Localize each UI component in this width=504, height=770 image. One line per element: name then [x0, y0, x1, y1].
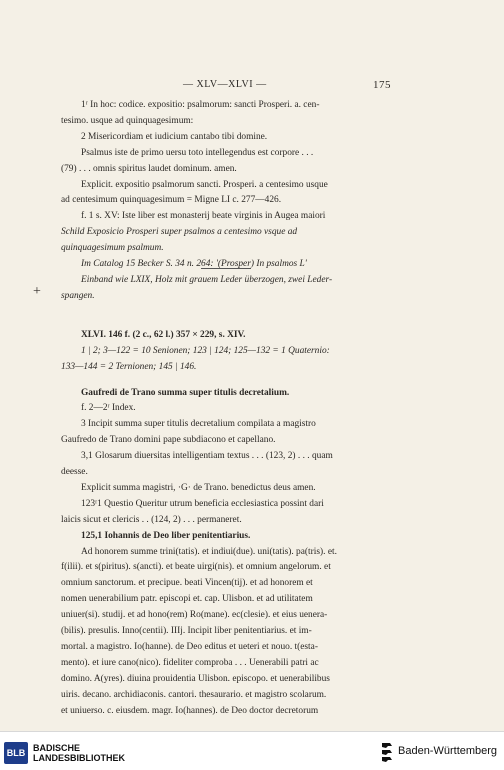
text-line: Im Catalog 15 Becker S. 34 n. 264: '(Prosper) In psalmos L': [81, 259, 307, 270]
text-line: f(ilii). et s(piritus). s(ancti). et beate uirgi(nis). et omnium angelorum. et: [61, 562, 331, 573]
entry-heading: XLVI. 146 f. (2 c., 62 l.) 357 × 229, s. XIV.: [81, 329, 246, 340]
footer-bar: [0, 731, 504, 770]
text-line: Schild Exposicio Prosperi super psalmos a centesimo vsque ad: [61, 227, 298, 238]
work-title: Gaufredi de Trano summa super titulis decretalium.: [81, 387, 290, 398]
text-line: 1ʳ In hoc: codice. expositio: psalmorum: sancti Prosperi. a. cen-: [81, 100, 320, 110]
text-line: Ad honorem summe trini(tatis). et indiui(due). uni(tatis). pa(tris). et.: [81, 546, 337, 557]
text-line: mento). et iure cano(nico). fideliter comproba . . . Uenerabili patri ac: [61, 657, 319, 668]
page-header: [0, 79, 504, 93]
text-line: (bilis). presulis. Inno(centii). IIIj. Incipit liber penitentiarius. et im-: [61, 626, 312, 637]
text-line: laicis sicut et clericis . . (124, 2) . . . permaneret.: [61, 514, 242, 525]
marginal-mark: +: [33, 284, 41, 299]
text-line: Explicit summa magistri, ·G· de Trano. benedictus deus amen.: [81, 482, 316, 493]
text-line: uiris. decano. archidiaconis. cantori. thesaurario. et magistro scolarum.: [61, 689, 327, 700]
text-line: 133—144 = 2 Ternionen; 145 | 146.: [61, 361, 197, 372]
state-name: Baden-Württemberg: [398, 745, 498, 757]
library-name-line: BADISCHE: [33, 743, 81, 753]
text-line: nomen uenerabilium patr. episcopi et. cap. Ulisbon. et ad utilitatem: [61, 594, 313, 605]
text-line: mortal. a magistro. Io(hanne). de Deo editus et ueteri et nouo. t(esta-: [61, 642, 318, 652]
section-divider: [201, 268, 251, 269]
text-line: f. 2—2ʳ Index.: [81, 403, 136, 414]
text-line: 1 | 2; 3—122 = 10 Senionen; 123 | 124; 125—132 = 1 Quaternio:: [81, 345, 330, 356]
catalog-text: [61, 98, 391, 720]
text-line: spangen.: [61, 290, 95, 301]
library-logo: BLB: [4, 742, 28, 764]
text-line: 123ʳ1 Questio Queritur utrum beneficia ecclesiastica possint dari: [81, 498, 324, 509]
text-line: (79) . . . omnis spiritus laudet dominum. amen.: [61, 163, 237, 174]
text-line: Explicit. expositio psalmorum sancti. Prosperi. a centesimo usque: [81, 179, 328, 190]
text-line: tesimo. usque ad quinquagesimum:: [61, 115, 194, 126]
text-line: uniuer(si). studij. et ad hono(rem) Ro(mane). ec(clesie). et eius uenera-: [61, 610, 328, 621]
text-line: Gaufredo de Trano domini pape subdiacono et capellano.: [61, 435, 276, 446]
work-title: 125,1 Iohannis de Deo liber penitentiarius.: [81, 530, 251, 541]
text-line: Einband wie LXIX, Holz mit grauem Leder überzogen, zwei Leder-: [81, 274, 333, 285]
text-line: f. 1 s. XV: Iste liber est monasterij beate virginis in Augea maiori: [81, 211, 326, 222]
library-name-line: LANDESBIBLIOTHEK: [33, 753, 125, 763]
text-line: Psalmus iste de primo uersu toto intellegendus est corpore . . .: [81, 147, 314, 158]
lions-coat-of-arms-icon: [380, 740, 394, 762]
text-line: et uniuerso. c. eiusdem. magr. Io(hannes). de Deo doctor decretorum: [61, 705, 319, 716]
text-line: deesse.: [61, 467, 88, 478]
text-line: 3,1 Glosarum diuersitas intelligentiam textus . . . (123, 2) . . . quam: [81, 451, 333, 462]
text-line: domino. A(yres). diuina prouidentia Ulisbon. episcopo. et uenerabilibus: [61, 673, 330, 684]
page-number: 175: [373, 79, 391, 91]
text-line: ad centesimum quinquagesimum = Migne LI c. 277—426.: [61, 195, 282, 206]
running-title: — XLV—XLVI —: [183, 79, 267, 90]
library-name: [33, 743, 125, 763]
text-line: quinquagesimum psalmum.: [61, 243, 164, 254]
text-line: omnium sanctorum. et precipue. beati Vincen(tij). et ad honorem et: [61, 578, 313, 589]
text-line: 3 Incipit summa super titulis decretalium compilata a magistro: [81, 419, 316, 430]
text-line: 2 Misericordiam et iudicium cantabo tibi domine.: [81, 131, 268, 142]
